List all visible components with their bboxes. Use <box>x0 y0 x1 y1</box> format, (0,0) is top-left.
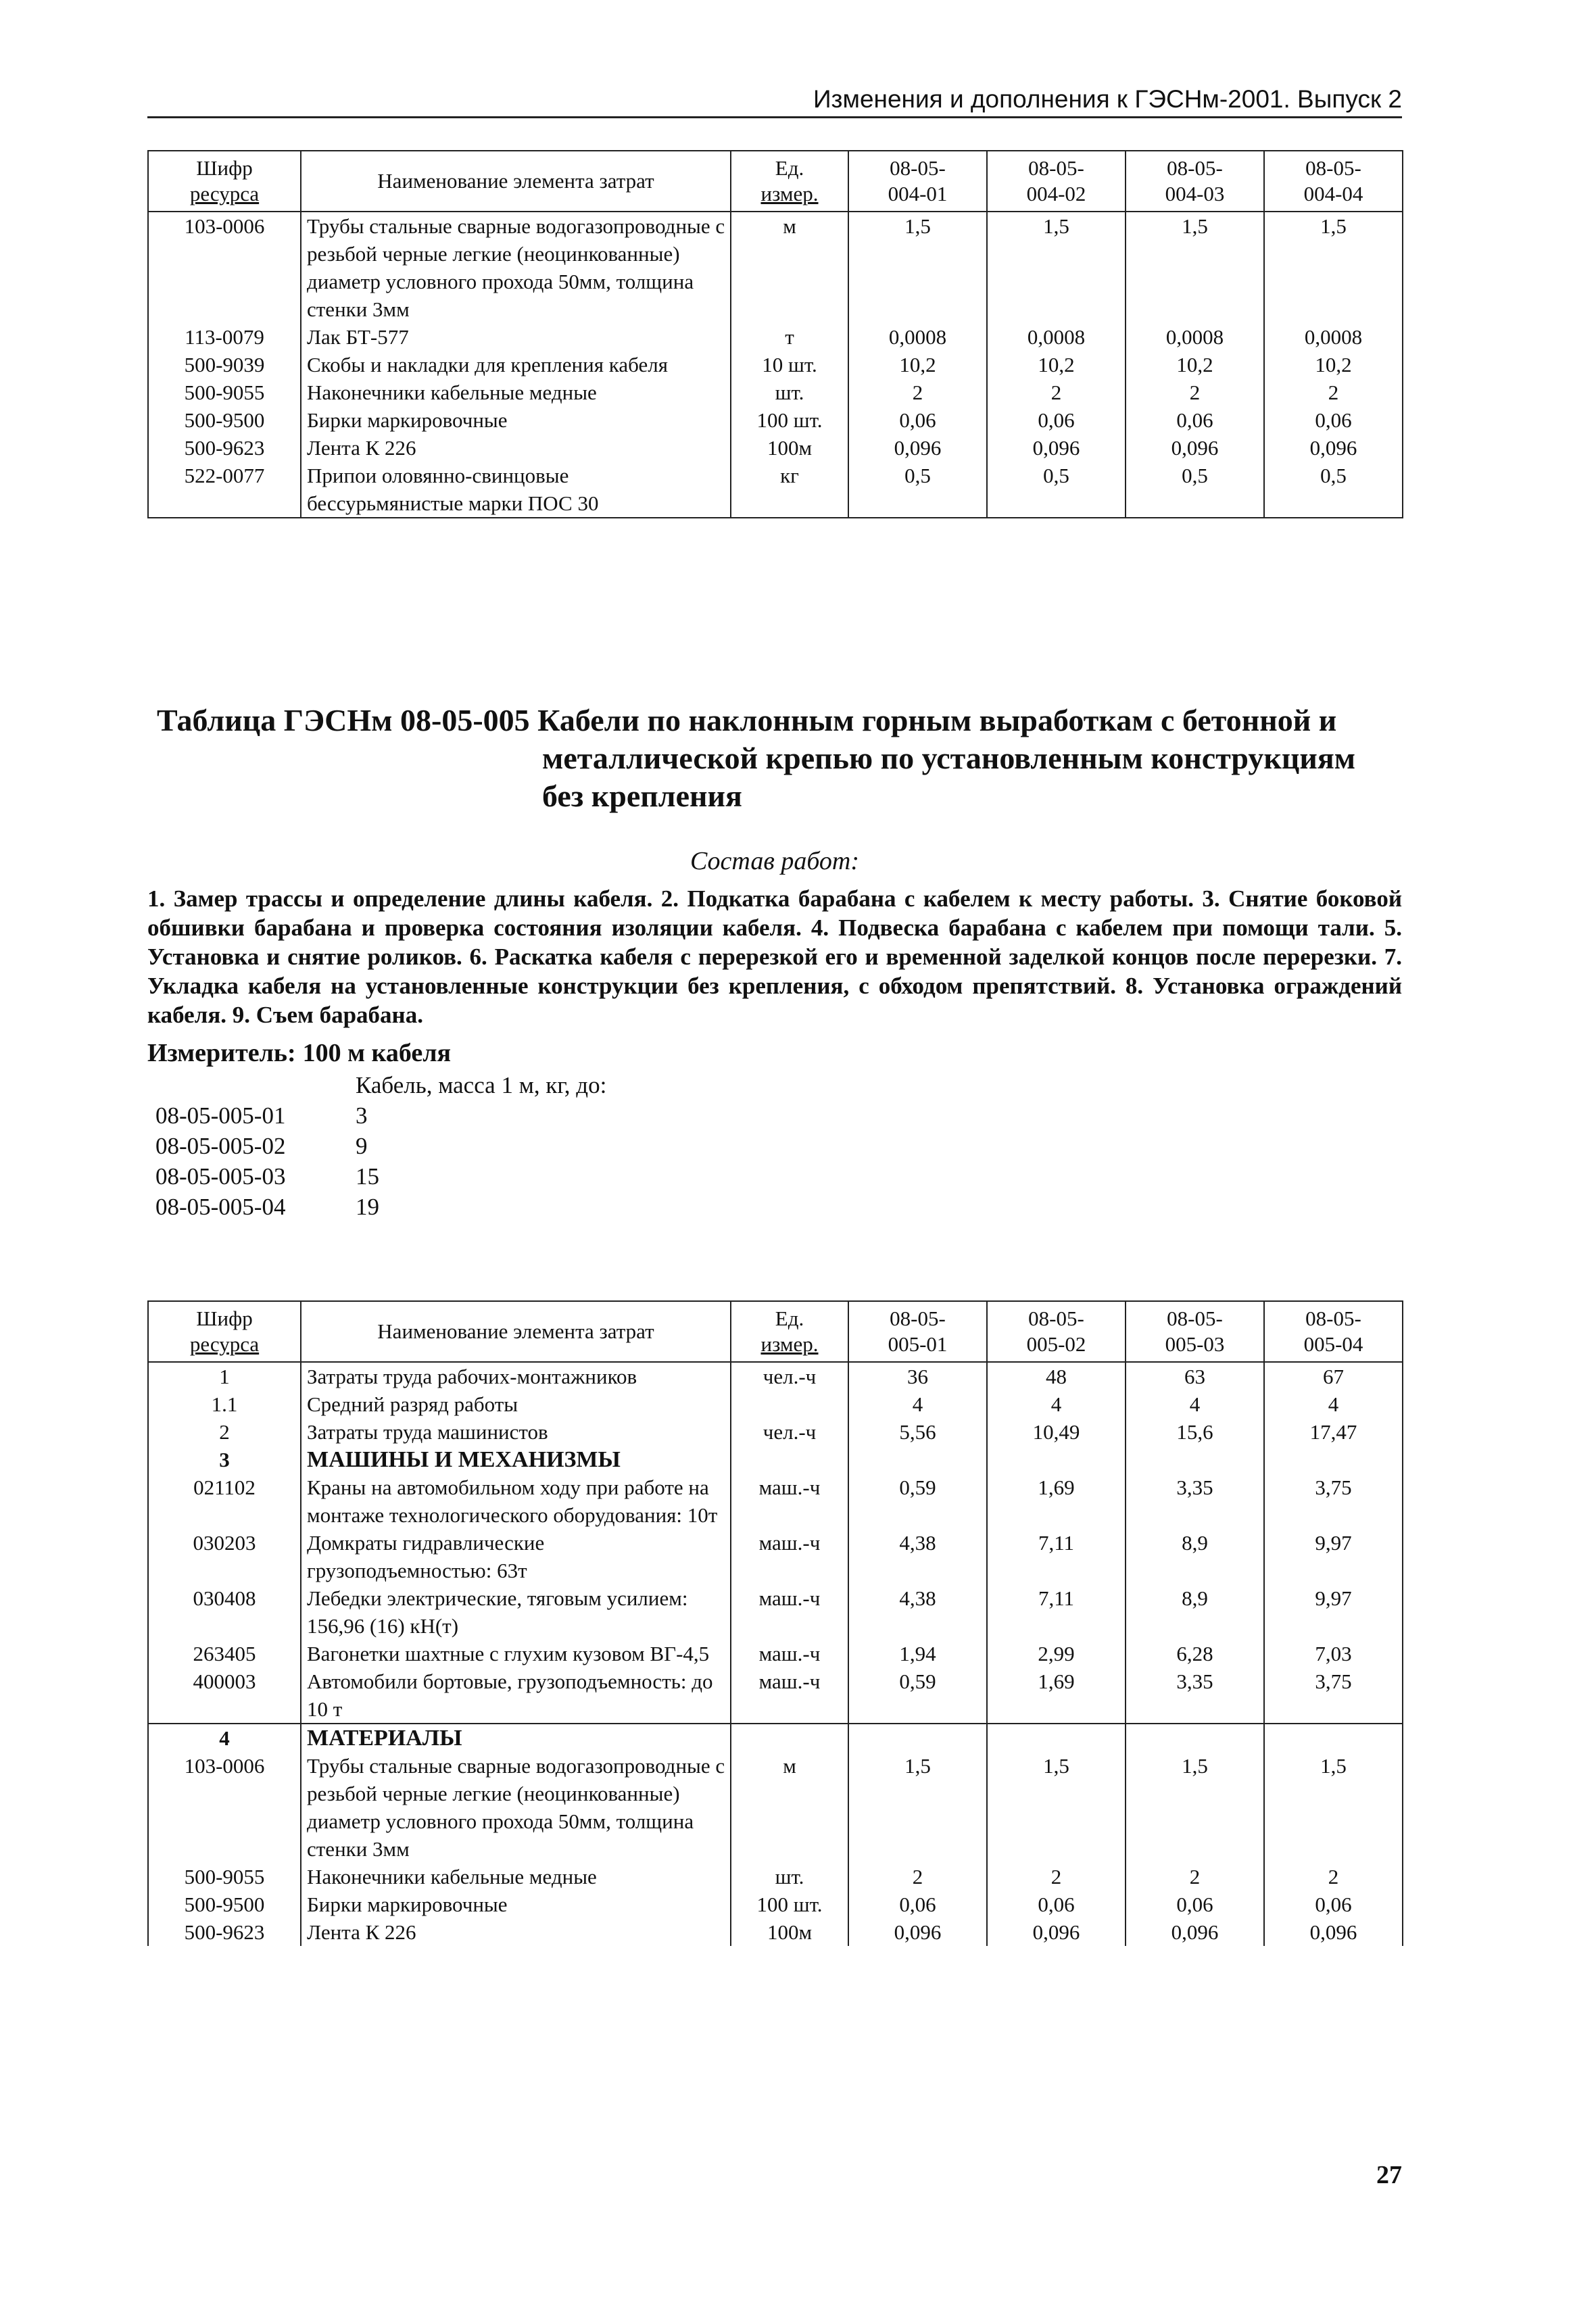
unit-cell: м <box>731 212 848 323</box>
measure-value: 100 м кабеля <box>302 1039 452 1067</box>
cost-element-name-cell: Лак БТ-577 <box>301 323 731 351</box>
unit-cell: м <box>731 1752 848 1863</box>
norm-code-2: 08-05- <box>1028 1307 1084 1330</box>
resource-code-cell: 500-9055 <box>148 1863 301 1891</box>
resource-code-cell: 1 <box>148 1362 301 1390</box>
norm-value-cell: 0,096 <box>1264 434 1403 462</box>
norm-value-cell <box>848 1446 987 1473</box>
table-row <box>148 1584 1403 1640</box>
norm-value-cell: 2 <box>1264 1863 1403 1891</box>
col-name-header: Наименование элемента затрат <box>301 151 731 212</box>
table-row <box>148 212 1403 323</box>
norm-value-cell: 9,97 <box>1264 1529 1403 1584</box>
norm-value-cell: 5,56 <box>848 1418 987 1446</box>
resource-code-cell: 500-9500 <box>148 406 301 434</box>
unit-cell: шт. <box>731 1863 848 1891</box>
table-row <box>148 462 1403 518</box>
resource-code-cell: 030203 <box>148 1529 301 1584</box>
resource-code-cell: 4 <box>148 1724 301 1752</box>
unit-cell: маш.-ч <box>731 1584 848 1640</box>
col-norm-header <box>848 151 987 212</box>
cost-element-name-cell: Затраты труда рабочих-монтажников <box>301 1362 731 1390</box>
table-row <box>148 1891 1403 1918</box>
norm-code-1: 08-05- <box>890 1307 946 1330</box>
table-row <box>148 1529 1403 1584</box>
norm-code-1: 08-05- <box>890 156 946 180</box>
unit-cell: маш.-ч <box>731 1667 848 1724</box>
resource-code-cell: 2 <box>148 1418 301 1446</box>
unit-cell: 100 шт. <box>731 1891 848 1918</box>
norm-value-cell: 4,38 <box>848 1584 987 1640</box>
norm-value-cell: 1,5 <box>848 1752 987 1863</box>
norm-code-row <box>155 1131 379 1161</box>
col-norm-header <box>987 1301 1126 1362</box>
norm-value-cell: 0,096 <box>1126 434 1264 462</box>
table-body <box>148 212 1403 518</box>
norm-code: 08-05-005-03 <box>155 1163 286 1190</box>
norm-value-cell: 0,096 <box>987 434 1126 462</box>
resource-code-cell: 103-0006 <box>148 1752 301 1863</box>
col-unit-label: Ед. <box>775 156 804 180</box>
norm-value-cell: 0,06 <box>987 406 1126 434</box>
table-row <box>148 1724 1403 1752</box>
norm-code-value: 3 <box>356 1102 368 1129</box>
norm-value-cell: 4 <box>1264 1390 1403 1418</box>
col-code-label: Шифр <box>196 156 253 180</box>
norm-value-cell: 2 <box>1126 379 1264 406</box>
resource-code-cell: 500-9039 <box>148 351 301 379</box>
col-unit-header <box>731 151 848 212</box>
norm-value-cell: 1,5 <box>987 212 1126 323</box>
norm-code-row <box>155 1192 379 1222</box>
norm-code-3: 08-05- <box>1167 1307 1223 1330</box>
norm-value-cell: 0,5 <box>1264 462 1403 518</box>
norm-value-cell: 0,06 <box>987 1891 1126 1918</box>
unit-cell: чел.-ч <box>731 1418 848 1446</box>
measure-label: Измеритель: <box>147 1039 296 1067</box>
cost-element-name-cell: Припои оловянно-свинцовые бессурьмянистые марки ПОС 30 <box>301 462 731 518</box>
table-row <box>148 1473 1403 1529</box>
norm-code-row <box>155 1161 379 1192</box>
norm-value-cell: 15,6 <box>1126 1418 1264 1446</box>
unit-cell: маш.-ч <box>731 1473 848 1529</box>
norm-code-value: 19 <box>356 1194 379 1220</box>
norm-value-cell: 1,5 <box>1264 1752 1403 1863</box>
cost-element-name-cell: Вагонетки шахтные с глухим кузовом ВГ-4,5 <box>301 1640 731 1667</box>
norm-code-value: 15 <box>356 1163 379 1190</box>
norm-value-cell: 0,5 <box>848 462 987 518</box>
col-code-label-2: ресурса <box>189 1332 260 1356</box>
col-norm-header <box>848 1301 987 1362</box>
cost-element-name-cell: Затраты труда машинистов <box>301 1418 731 1446</box>
unit-cell: 100 шт. <box>731 406 848 434</box>
col-code-header <box>148 1301 301 1362</box>
cost-element-name-cell: Наконечники кабельные медные <box>301 1863 731 1891</box>
norm-value-cell: 36 <box>848 1362 987 1390</box>
norm-value-cell <box>1126 1724 1264 1752</box>
col-unit-header <box>731 1301 848 1362</box>
unit-cell <box>731 1446 848 1473</box>
cost-element-name-cell: Домкраты гидравлические грузоподъемностью: 63т <box>301 1529 731 1584</box>
norm-value-cell: 3,35 <box>1126 1473 1264 1529</box>
norm-code-4b: 005-04 <box>1303 1332 1363 1356</box>
norm-value-cell: 0,59 <box>848 1667 987 1724</box>
unit-cell: маш.-ч <box>731 1640 848 1667</box>
norm-code-value: 9 <box>356 1133 368 1159</box>
norm-value-cell: 7,11 <box>987 1584 1126 1640</box>
resource-code-cell: 263405 <box>148 1640 301 1667</box>
table-row <box>148 434 1403 462</box>
norm-value-cell: 1,5 <box>1126 212 1264 323</box>
norm-code-list <box>155 1100 379 1222</box>
norm-value-cell: 3,35 <box>1126 1667 1264 1724</box>
norm-code-3: 08-05- <box>1167 156 1223 180</box>
unit-cell: шт. <box>731 379 848 406</box>
measure-line <box>147 1038 451 1068</box>
norm-value-cell: 2 <box>848 379 987 406</box>
table-header-row <box>148 151 1403 212</box>
resource-code-cell: 1.1 <box>148 1390 301 1418</box>
cost-element-name-cell: Бирки маркировочные <box>301 1891 731 1918</box>
cost-element-name-cell: Автомобили бортовые, грузоподъемность: до 10 т <box>301 1667 731 1724</box>
norm-code-4: 08-05- <box>1305 156 1361 180</box>
norm-value-cell: 4 <box>848 1390 987 1418</box>
norm-code-4: 08-05- <box>1305 1307 1361 1330</box>
norm-value-cell <box>1126 1446 1264 1473</box>
resource-code-cell: 103-0006 <box>148 212 301 323</box>
running-header: Изменения и дополнения к ГЭСНм-2001. Выпуск 2 <box>147 85 1402 118</box>
unit-cell: чел.-ч <box>731 1362 848 1390</box>
table-row <box>148 406 1403 434</box>
norm-code-1b: 004-01 <box>888 182 948 205</box>
table-row <box>148 1446 1403 1473</box>
col-norm-header <box>1126 1301 1264 1362</box>
cost-element-name-cell: МАШИНЫ И МЕХАНИЗМЫ <box>301 1446 731 1473</box>
unit-cell: 100м <box>731 1918 848 1946</box>
norm-value-cell: 10,49 <box>987 1418 1126 1446</box>
norm-value-cell: 2 <box>1126 1863 1264 1891</box>
norm-value-cell: 8,9 <box>1126 1529 1264 1584</box>
norm-value-cell: 1,5 <box>1264 212 1403 323</box>
norm-value-cell: 0,06 <box>848 1891 987 1918</box>
cost-element-name-cell: Трубы стальные сварные водогазопроводные с резьбой черные легкие (неоцинкованные) диаметр условного прохода 50мм, толщина стенки 3мм <box>301 212 731 323</box>
norm-value-cell: 3,75 <box>1264 1473 1403 1529</box>
norm-value-cell: 2 <box>1264 379 1403 406</box>
table-row <box>148 323 1403 351</box>
norm-value-cell: 7,11 <box>987 1529 1126 1584</box>
col-norm-header <box>1126 151 1264 212</box>
unit-cell: кг <box>731 462 848 518</box>
norm-value-cell: 6,28 <box>1126 1640 1264 1667</box>
col-norm-header <box>1264 1301 1403 1362</box>
norm-code: 08-05-005-04 <box>155 1194 286 1220</box>
norm-value-cell: 0,06 <box>848 406 987 434</box>
unit-cell: т <box>731 323 848 351</box>
norm-code-row <box>155 1100 379 1131</box>
norm-value-cell: 1,5 <box>987 1752 1126 1863</box>
resource-table-08-05-004 <box>147 150 1403 518</box>
norm-value-cell: 0,096 <box>1126 1918 1264 1946</box>
norm-value-cell: 1,69 <box>987 1473 1126 1529</box>
norm-value-cell: 17,47 <box>1264 1418 1403 1446</box>
cost-element-name-cell: Средний разряд работы <box>301 1390 731 1418</box>
resource-code-cell: 030408 <box>148 1584 301 1640</box>
table-row <box>148 1362 1403 1390</box>
col-name-header: Наименование элемента затрат <box>301 1301 731 1362</box>
table-title-line-2: металлической крепью по установленным конструкциям <box>542 741 1356 775</box>
norm-value-cell: 2 <box>987 1863 1126 1891</box>
norm-value-cell: 1,5 <box>1126 1752 1264 1863</box>
norm-value-cell: 1,69 <box>987 1667 1126 1724</box>
col-code-label: Шифр <box>196 1307 253 1330</box>
col-norm-header <box>1264 151 1403 212</box>
norm-value-cell <box>987 1446 1126 1473</box>
norm-code-1b: 005-01 <box>888 1332 948 1356</box>
norm-value-cell: 0,5 <box>1126 462 1264 518</box>
norm-value-cell: 2,99 <box>987 1640 1126 1667</box>
cost-element-name-cell: Лента К 226 <box>301 1918 731 1946</box>
col-code-header <box>148 151 301 212</box>
norm-value-cell: 8,9 <box>1126 1584 1264 1640</box>
table-header-row <box>148 1301 1403 1362</box>
norm-code-4b: 004-04 <box>1303 182 1363 205</box>
table-row <box>148 1390 1403 1418</box>
norm-value-cell: 1,5 <box>848 212 987 323</box>
table-row <box>148 351 1403 379</box>
col-unit-label-2: измер. <box>760 1332 819 1356</box>
norm-value-cell: 10,2 <box>1126 351 1264 379</box>
col-code-label-2: ресурса <box>189 182 260 205</box>
cost-element-name-cell: Бирки маркировочные <box>301 406 731 434</box>
resource-code-cell: 522-0077 <box>148 462 301 518</box>
table-row <box>148 1918 1403 1946</box>
norm-code: 08-05-005-02 <box>155 1133 286 1159</box>
norm-value-cell: 10,2 <box>1264 351 1403 379</box>
norm-value-cell <box>987 1724 1126 1752</box>
norm-value-cell: 0,096 <box>987 1918 1126 1946</box>
norm-value-cell: 4 <box>1126 1390 1264 1418</box>
works-description: 1. Замер трассы и определение длины кабеля. 2. Подкатка барабана с кабелем к месту работы. 3. Снятие боковой обшивки барабана и проверка состояния изоляции кабеля. 4. Подвеска барабана с кабелем при помощи тали. 5. Установка и снятие роликов. 6. Раскатка кабеля с перерезкой его и временной заделкой концов после перерезки. 7. Укладка кабеля на установленные конструкции без крепления, с обходом препятствий. 8. Установка ограждений кабеля. 9. Съем барабана. <box>147 885 1402 1028</box>
norm-code-2: 08-05- <box>1028 156 1084 180</box>
norm-value-cell: 0,0008 <box>987 323 1126 351</box>
resource-code-cell: 3 <box>148 1446 301 1473</box>
table-title-line-3: без крепления <box>542 779 742 813</box>
table-row <box>148 1667 1403 1724</box>
resource-code-cell: 113-0079 <box>148 323 301 351</box>
resource-code-cell: 500-9623 <box>148 434 301 462</box>
norm-value-cell: 10,2 <box>987 351 1126 379</box>
norm-value-cell: 0,096 <box>848 434 987 462</box>
table-body <box>148 1362 1403 1946</box>
resource-code-cell: 400003 <box>148 1667 301 1724</box>
table-title <box>157 702 1414 815</box>
norm-value-cell: 4 <box>987 1390 1126 1418</box>
cable-heading: Кабель, масса 1 м, кг, до: <box>356 1072 607 1098</box>
resource-code-cell: 500-9623 <box>148 1918 301 1946</box>
norm-value-cell: 0,06 <box>1264 406 1403 434</box>
norm-value-cell: 9,97 <box>1264 1584 1403 1640</box>
norm-value-cell: 0,096 <box>1264 1918 1403 1946</box>
resource-code-cell: 500-9500 <box>148 1891 301 1918</box>
norm-value-cell <box>1264 1724 1403 1752</box>
norm-value-cell: 0,06 <box>1126 406 1264 434</box>
unit-cell: маш.-ч <box>731 1529 848 1584</box>
norm-value-cell: 63 <box>1126 1362 1264 1390</box>
cost-element-name-cell: Лебедки электрические, тяговым усилием: 156,96 (16) кН(т) <box>301 1584 731 1640</box>
norm-code-2b: 004-02 <box>1026 182 1086 205</box>
cost-element-name-cell: Краны на автомобильном ходу при работе на монтаже технологического оборудования: 10т <box>301 1473 731 1529</box>
cost-element-name-cell: Скобы и накладки для крепления кабеля <box>301 351 731 379</box>
resource-table-08-05-005 <box>147 1300 1403 1946</box>
norm-value-cell: 3,75 <box>1264 1667 1403 1724</box>
table-row <box>148 1752 1403 1863</box>
norm-value-cell: 0,096 <box>848 1918 987 1946</box>
norm-value-cell: 0,0008 <box>1264 323 1403 351</box>
col-unit-label: Ед. <box>775 1307 804 1330</box>
norm-value-cell: 7,03 <box>1264 1640 1403 1667</box>
norm-value-cell <box>1264 1446 1403 1473</box>
norm-code-3b: 004-03 <box>1165 182 1225 205</box>
norm-value-cell: 48 <box>987 1362 1126 1390</box>
resource-code-cell: 021102 <box>148 1473 301 1529</box>
cost-element-name-cell: Лента К 226 <box>301 434 731 462</box>
norm-value-cell: 10,2 <box>848 351 987 379</box>
norm-value-cell: 0,59 <box>848 1473 987 1529</box>
unit-cell <box>731 1724 848 1752</box>
table-row <box>148 1418 1403 1446</box>
norm-value-cell: 4,38 <box>848 1529 987 1584</box>
cost-element-name-cell: Трубы стальные сварные водогазопроводные с резьбой черные легкие (неоцинкованные) диаметр условного прохода 50мм, толщина стенки 3мм <box>301 1752 731 1863</box>
norm-value-cell: 0,06 <box>1126 1891 1264 1918</box>
resource-code-cell: 500-9055 <box>148 379 301 406</box>
norm-value-cell: 2 <box>987 379 1126 406</box>
norm-value-cell: 67 <box>1264 1362 1403 1390</box>
norm-value-cell: 0,5 <box>987 462 1126 518</box>
table-row <box>148 1863 1403 1891</box>
norm-value-cell: 0,0008 <box>1126 323 1264 351</box>
norm-value-cell: 2 <box>848 1863 987 1891</box>
cost-element-name-cell: МАТЕРИАЛЫ <box>301 1724 731 1752</box>
norm-value-cell <box>848 1724 987 1752</box>
norm-value-cell: 1,94 <box>848 1640 987 1667</box>
table-row <box>148 379 1403 406</box>
norm-value-cell: 0,06 <box>1264 1891 1403 1918</box>
cost-element-name-cell: Наконечники кабельные медные <box>301 379 731 406</box>
table-row <box>148 1640 1403 1667</box>
unit-cell: 10 шт. <box>731 351 848 379</box>
unit-cell <box>731 1390 848 1418</box>
norm-code-2b: 005-02 <box>1026 1332 1086 1356</box>
col-unit-label-2: измер. <box>760 182 819 205</box>
works-heading: Состав работ: <box>690 847 860 875</box>
norm-code-3b: 005-03 <box>1165 1332 1225 1356</box>
col-norm-header <box>987 151 1126 212</box>
norm-value-cell: 0,0008 <box>848 323 987 351</box>
table-title-line-1: Таблица ГЭСНм 08-05-005 Кабели по наклонным горным выработкам с бетонной и <box>157 703 1337 737</box>
unit-cell: 100м <box>731 434 848 462</box>
norm-code: 08-05-005-01 <box>155 1102 286 1129</box>
page-number: 27 <box>1376 2161 1402 2189</box>
